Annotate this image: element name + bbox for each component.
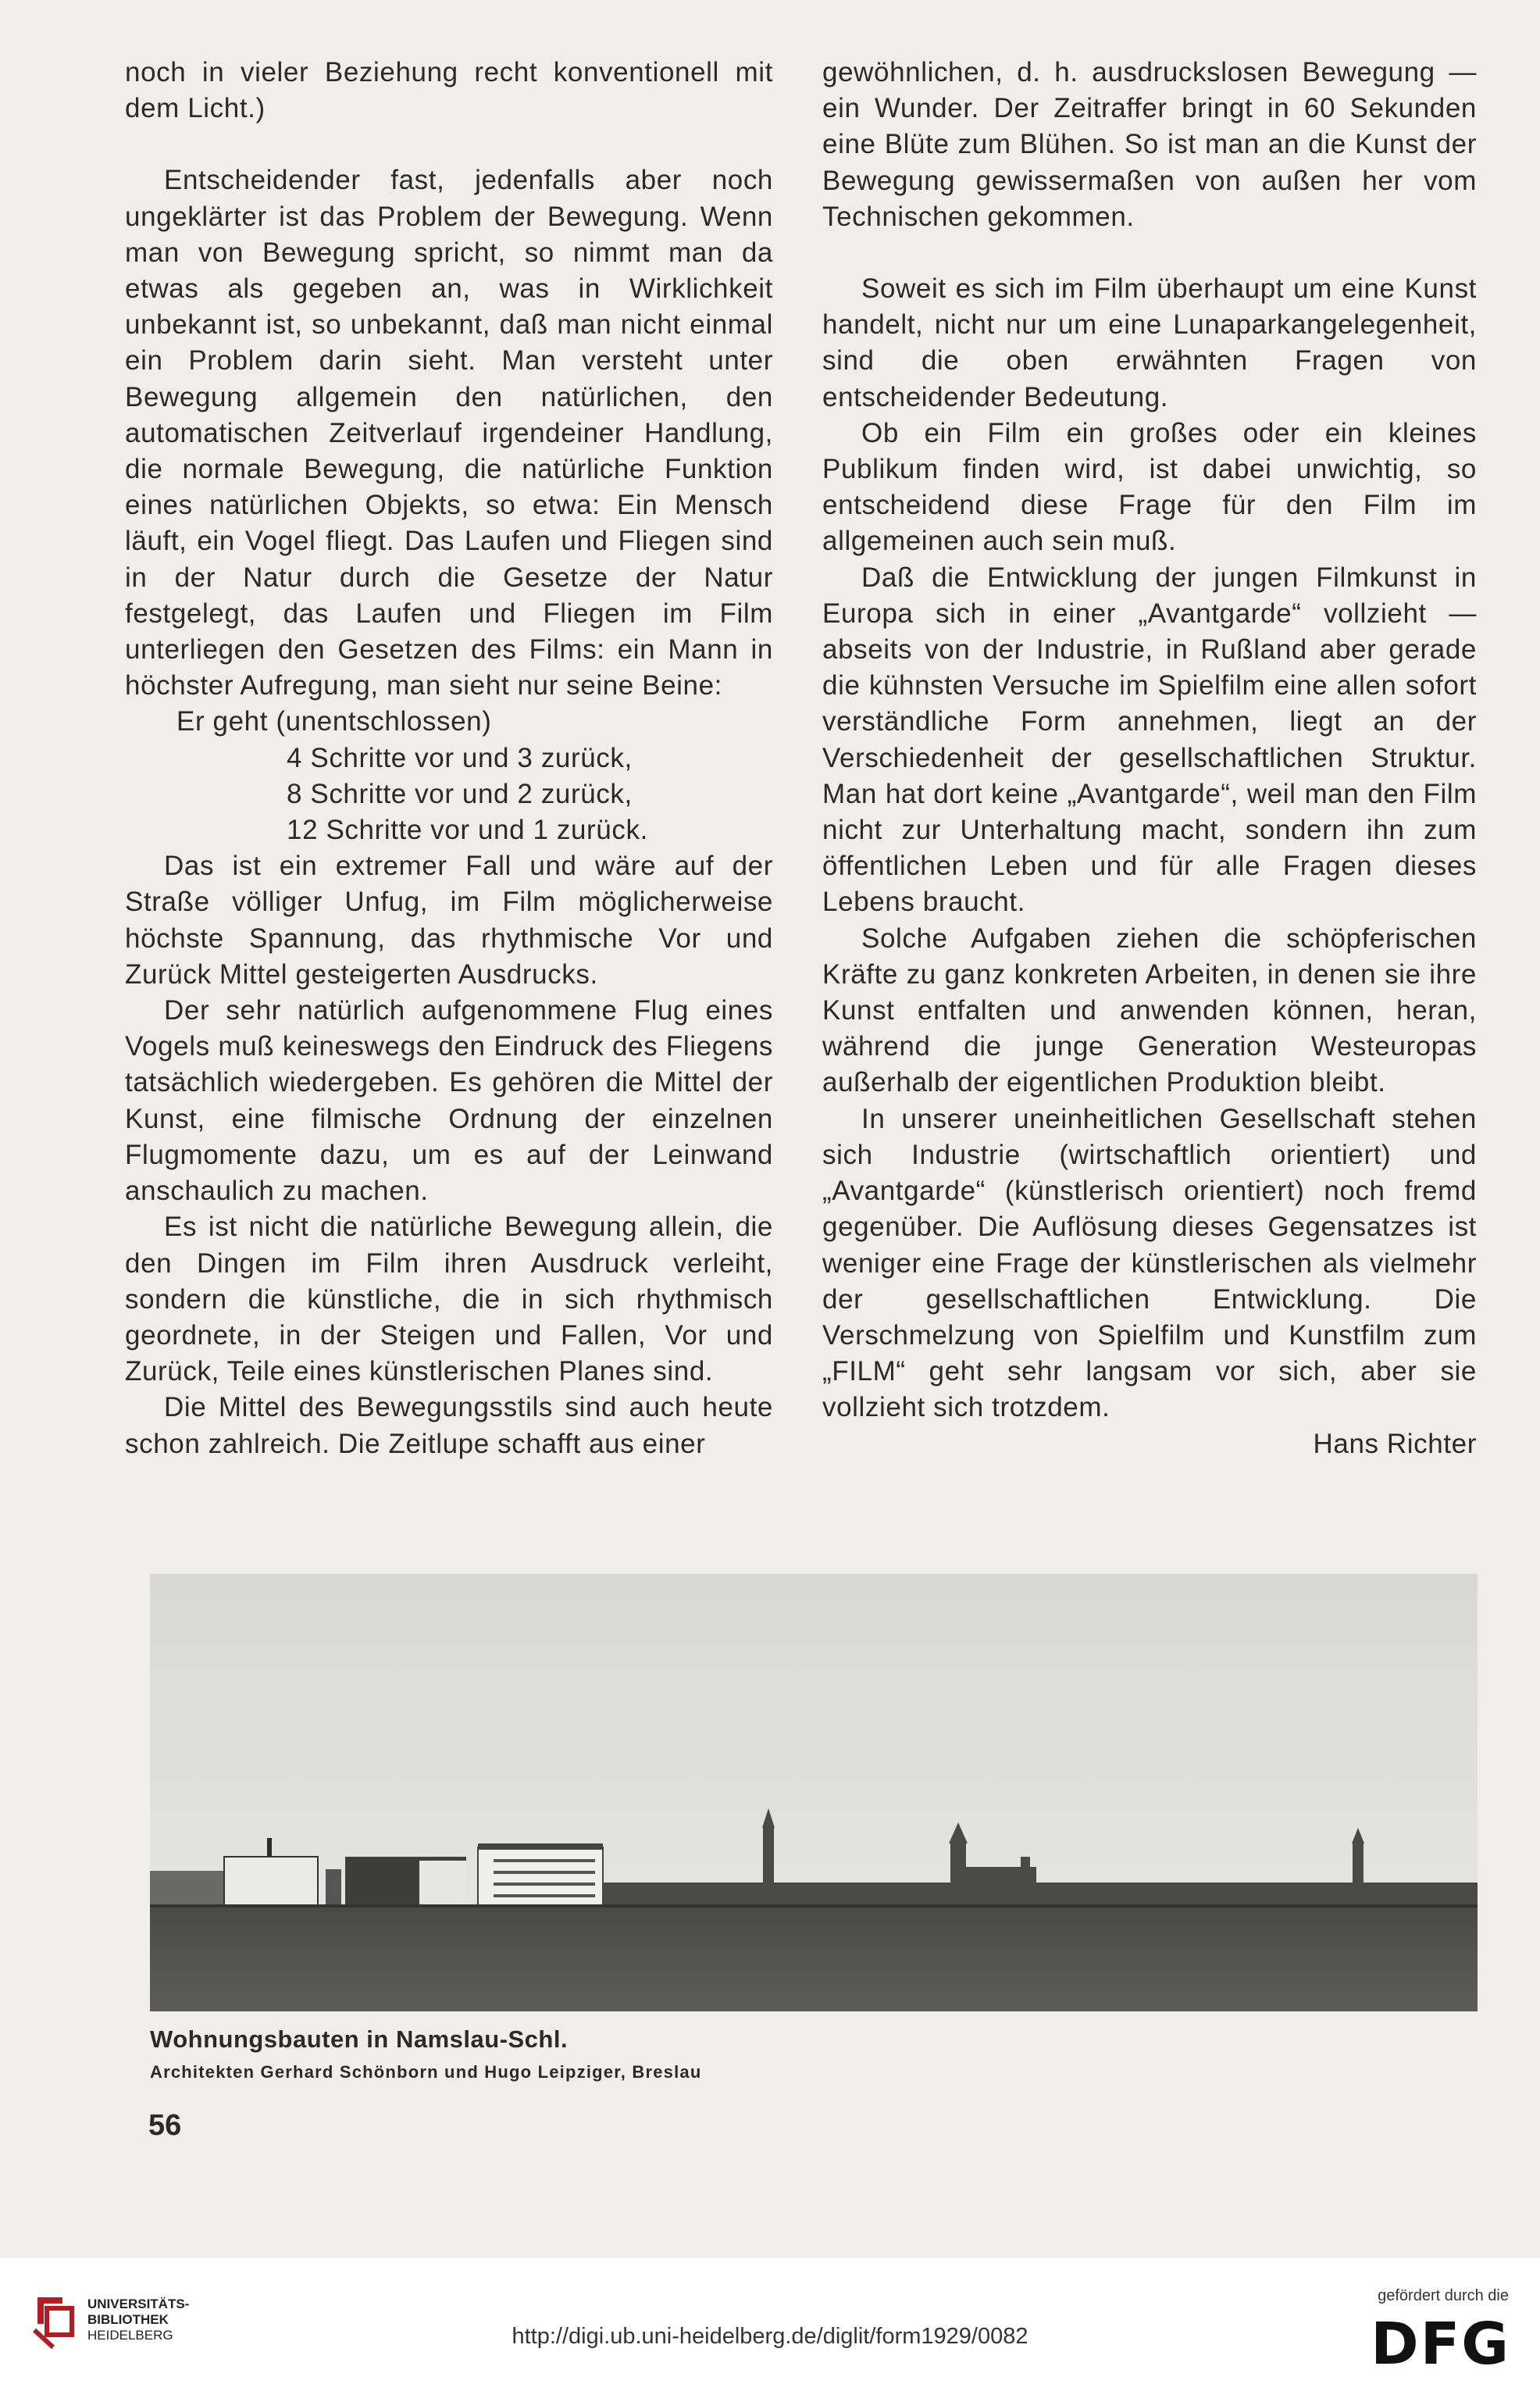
paragraph: Soweit es sich im Film überhaupt um eine Kunst handelt, nicht nur um eine Lunaparkangelegenheit, sind die oben erwähnten Fragen von entscheidender Bedeutung.	[822, 273, 1477, 412]
paragraph: Entscheidender fast, jedenfalls aber noch ungeklärter ist das Problem der Bewegung. Wenn man von Bewegung spricht, so nimmt man da etwas als gegeben an, was in Wirklichkeit unbekannt ist, so unbekannt, daß man nicht einmal ein Problem darin sieht. Man versteht unter Bewegung allgemein den natürlichen, den automatischen Zeitverlauf irgendeiner Handlung, die normale Bewegung, die natürliche Funktion eines natürlichen Objekts, so etwa: Ein Mensch läuft, ein Vogel fliegt. Das Laufen und Fliegen sind in der Natur durch die Gesetze der Natur festgelegt, das Laufen und Fliegen im Film unterliegen den Gesetzen des Films: ein Mann in höchster Aufregung, man sieht nur seine Beine:	[125, 165, 773, 701]
footer-bar	[0, 2257, 1540, 2384]
library-name-line: BIBLIOTHEK	[87, 2312, 169, 2327]
paragraph: Das ist ein extremer Fall und wäre auf der Straße völliger Unfug, im Film möglicherweise höchste Spannung, das rhythmische Vor und Zurück Mittel gesteigerten Ausdrucks.	[125, 851, 773, 990]
paragraph-lead: Er geht (unentschlossen)	[176, 706, 492, 737]
paragraph: Der sehr natürlich aufgenommene Flug eines Vogels muß keineswegs den Eindruck des Fliegens tatsächlich wiedergeben. Es gehören die Mittel der Kunst, eine filmische Ordnung der einzelnen Flugmomente dazu, um es auf der Leinwand anschaulich zu machen.	[125, 995, 773, 1207]
paragraph: Ob ein Film ein großes oder ein kleines Publikum finden wird, ist dabei unwichtig, so entscheidend diese Frage für den Film im allgemeinen auch sein muß.	[822, 417, 1477, 557]
photo-caption-credit: Architekten Gerhard Schönborn und Hugo Leipziger, Breslau	[150, 2062, 702, 2082]
field	[150, 1906, 1478, 2011]
paragraph: noch in vieler Beziehung recht konventionell mit dem Licht.)	[125, 57, 773, 124]
source-url-link[interactable]: http://digi.ub.uni-heidelberg.de/diglit/form1929/0082	[512, 2324, 1028, 2349]
signature-line	[822, 1426, 1477, 1462]
paragraph: Daß die Entwicklung der jungen Filmkunst in Europa sich in einer „Avantgarde“ vollzieht — abseits von der Industrie, in Rußland aber gerade die kühnsten Versuche im Spielfilm eine allen sofort verständliche Form annehmen, liegt an der Verschiedenheit der gesellschaftlichen Struktur. Man hat dort keine „Avantgarde“, weil man den Film nicht zur Unterhaltung macht, sondern ihn zum öffentlichen Leben und für alle Fragen dieses Lebens braucht.	[822, 562, 1477, 918]
paragraph: Es ist nicht die natürliche Bewegung allein, die den Dingen im Film ihren Ausdruck verleiht, sondern die künstliche, die in sich rhythmisch geordnete, in der Steigen und Fallen, Vor und Zurück, Teile eines künstlerischen Planes sind.	[125, 1212, 773, 1387]
author-name: Hans Richter	[1313, 1428, 1477, 1459]
page-number: 56	[148, 2109, 182, 2142]
photo-housing-estate	[150, 1574, 1478, 2011]
steps-list	[125, 741, 773, 849]
sponsor-text: gefördert durch die	[1378, 2287, 1509, 2304]
right-text-column	[822, 55, 1477, 1462]
left-text-column	[125, 55, 773, 1462]
library-name-line: HEIDELBERG	[87, 2328, 173, 2343]
library-name-line: UNIVERSITÄTS-	[87, 2297, 190, 2311]
list-item: 12 Schritte vor und 1 zurück.	[287, 815, 648, 846]
paragraph: gewöhnlichen, d. h. ausdruckslosen Bewegung — ein Wunder. Der Zeitraffer bringt in 60 Sekunden eine Blüte zum Blühen. So ist man an die Kunst der Bewegung gewissermaßen von außen her vom Technischen gekommen.	[822, 57, 1477, 232]
photo-caption-title: Wohnungsbauten in Namslau-Schl.	[150, 2025, 569, 2053]
paragraph: Solche Aufgaben ziehen die schöpferischen Kräfte zu ganz konkreten Arbeiten, in denen sie ihre Kunst entfalten und anwenden können, heran, während die junge Generation Westeuropas außerhalb der eigentlichen Produktion bleibt.	[822, 923, 1477, 1098]
dfg-logo: DFG	[1371, 2311, 1510, 2378]
paragraph: Die Mittel des Bewegungsstils sind auch heute schon zahlreich. Die Zeitlupe schafft aus einer	[125, 1392, 773, 1459]
paragraph: In unserer uneinheitlichen Gesellschaft stehen sich Industrie (wirtschaftlich orientiert) und „Avantgarde“ (künstlerisch orientiert) noch fremd gegenüber. Die Auflösung dieses Gegensatzes ist weniger eine Frage der künstlerischen als vielmehr der gesellschaftlichen Entwicklung. Die Verschmelzung von Spielfilm und Kunstfilm zum „FILM“ geht sehr langsam vor sich, aber sie vollzieht sich trotzdem.	[822, 1103, 1477, 1423]
list-item: 4 Schritte vor und 3 zurück,	[287, 742, 633, 773]
list-item: 8 Schritte vor und 2 zurück,	[287, 778, 633, 809]
